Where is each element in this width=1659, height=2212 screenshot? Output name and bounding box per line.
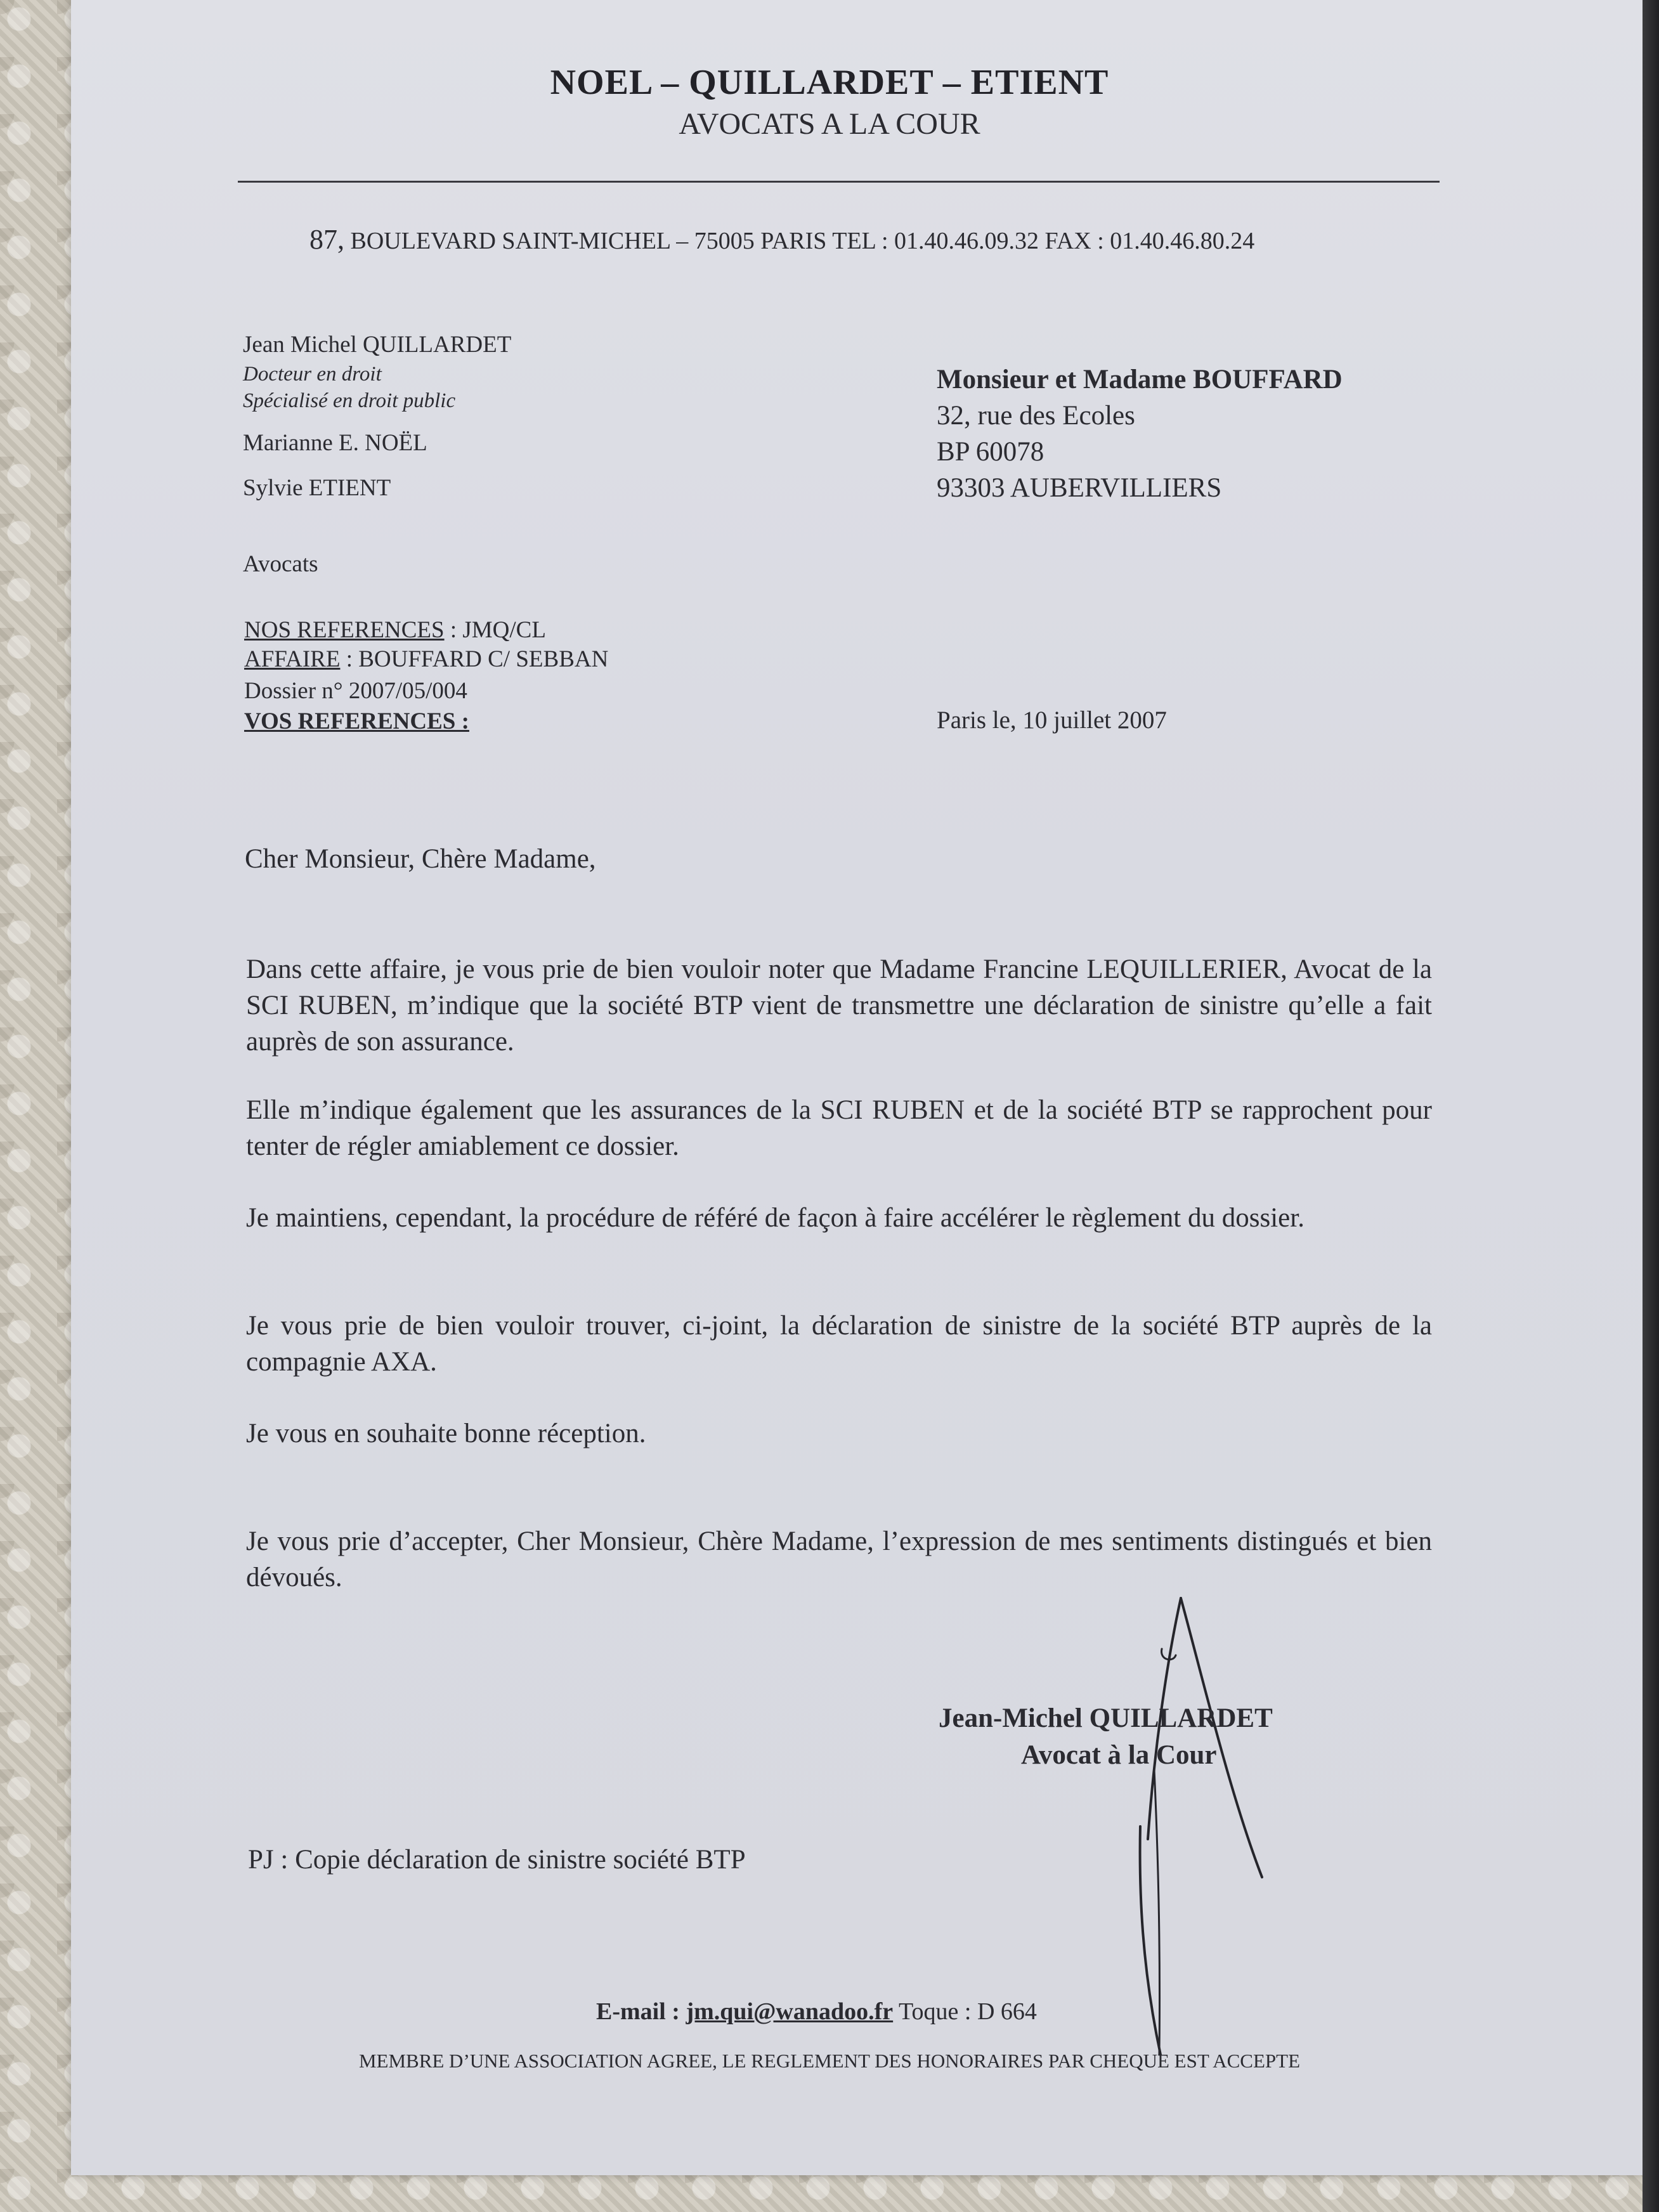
nos-references-label: NOS REFERENCES [244,617,445,643]
paragraph-4: Je vous prie de bien vouloir trouver, ci-joint, la déclaration de sinistre de la société BTP auprès de la compagnie AXA. [246,1311,1432,1377]
recipient-line-3: 93303 AUBERVILLIERS [937,473,1222,503]
paragraph-1: Dans cette affaire, je vous prie de bien vouloir noter que Madame Francine LEQUILLERIER, Avocat de la SCI RUBEN, m’indique que la société BTP vient de transmettre une déclaration de sinistre qu’elle a fait auprès de son assurance. [246,954,1432,1057]
lawyer-1-title-2: Spécialisé en droit public [243,389,456,412]
nos-references-value: : JMQ/CL [444,617,546,643]
firm-name: NOEL – QUILLARDET – ETIENT [550,63,1109,102]
affaire [244,646,608,673]
lawyer-2: Marianne E. NOËL [243,430,427,456]
lawyer-1-title-1: Docteur en droit [243,363,382,386]
paragraph-3: Je maintiens, cependant, la procédure de référé de façon à faire accélérer le règlement du dossier. [246,1203,1304,1233]
recipient-name: Monsieur et Madame BOUFFARD [937,365,1343,394]
footer-contact [596,1998,1037,2026]
attachment-note: PJ : Copie déclaration de sinistre société BTP [248,1845,746,1875]
signatory-name: Jean-Michel QUILLARDET [939,1703,1273,1733]
email-label: E-mail : [596,1998,686,2025]
email-link[interactable]: jm.qui@wanadoo.fr [686,1998,894,2025]
closing-paragraph: Je vous prie d’accepter, Cher Monsieur, Chère Madame, l’expression de mes sentiments distingués et bien dévoués. [246,1526,1432,1592]
dark-edge [1643,0,1659,2212]
letter-date: Paris le, 10 juillet 2007 [937,706,1167,734]
affaire-label: AFFAIRE [244,646,341,672]
lawyer-1: Jean Michel QUILLARDET [243,332,512,358]
paragraph-2: Elle m’indique également que les assurances de la SCI RUBEN et de la société BTP se rapprochent pour tenter de régler amiablement ce dossier. [246,1095,1432,1161]
address-rest: BOULEVARD SAINT-MICHEL – 75005 PARIS TEL : 01.40.46.09.32 FAX : 01.40.46.80.24 [344,228,1255,254]
affaire-value: : BOUFFARD C/ SEBBAN [340,646,609,672]
lawyers-role: Avocats [243,551,318,577]
membership-note: MEMBRE D’UNE ASSOCIATION AGREE, LE REGLEMENT DES HONORAIRES PAR CHEQUE EST ACCEPTE [358,2050,1301,2072]
firm-address [309,223,1254,256]
handwritten-signature [1122,1585,1287,2080]
header-divider [238,181,1440,183]
lawyer-3: Sylvie ETIENT [243,475,391,501]
toque: Toque : D 664 [893,1998,1037,2025]
paragraph-5: Je vous en souhaite bonne réception. [246,1419,646,1448]
salutation: Cher Monsieur, Chère Madame, [245,844,596,874]
recipient-line-2: BP 60078 [937,437,1044,467]
address-number: 87, [309,224,344,255]
dossier-number: Dossier n° 2007/05/004 [244,678,467,704]
nos-references [244,616,546,644]
recipient-line-1: 32, rue des Ecoles [937,401,1135,431]
vos-references: VOS REFERENCES : [244,708,469,734]
signatory-title: Avocat à la Cour [1021,1740,1217,1770]
firm-subtitle: AVOCATS A LA COUR [679,107,980,141]
